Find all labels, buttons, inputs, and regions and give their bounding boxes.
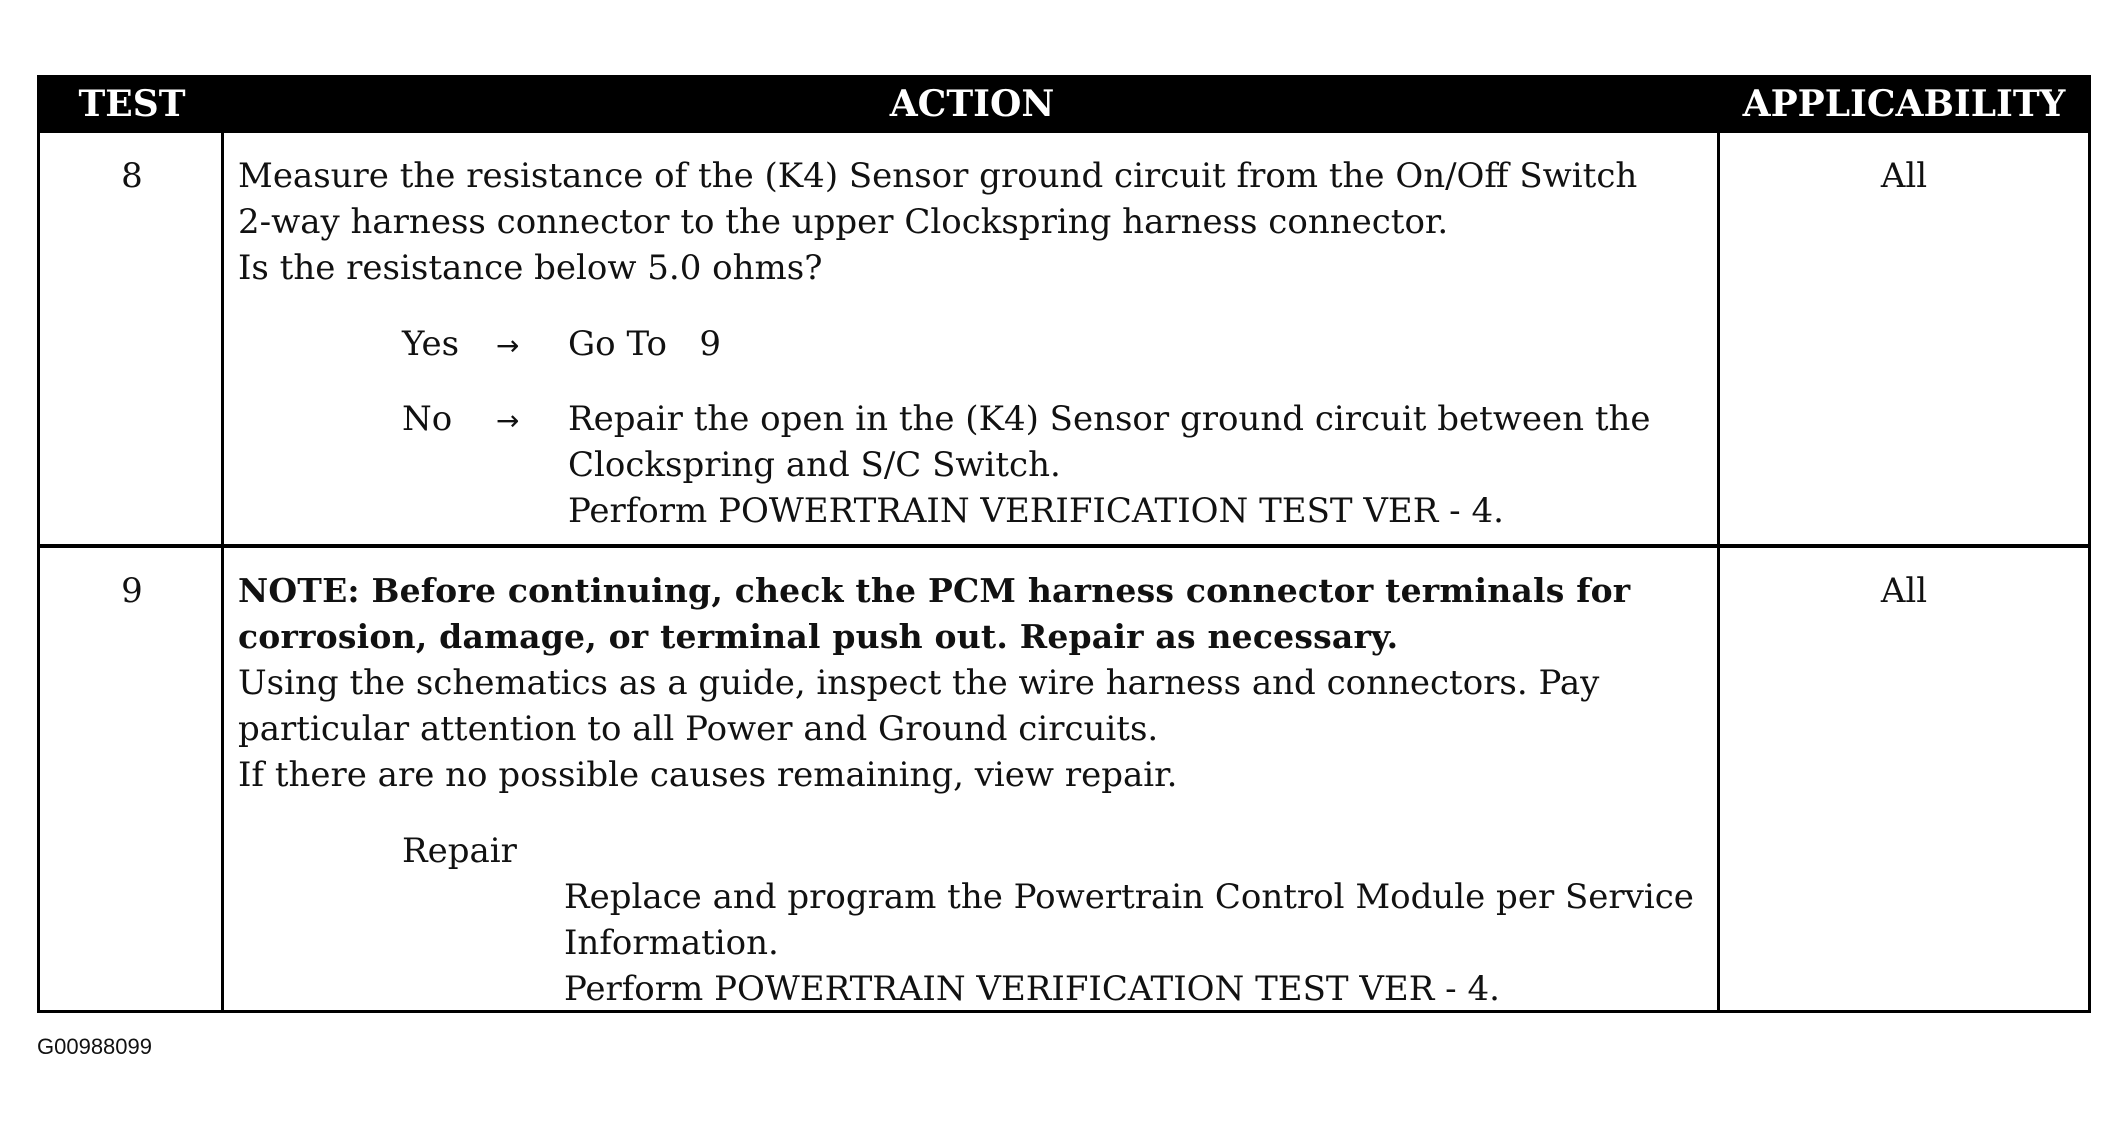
applicability-value: All [1880, 156, 1928, 196]
repair-line: Replace and program the Powertrain Control Module per Service [564, 877, 1694, 917]
header-action: ACTION [889, 83, 1055, 125]
header-applicability: APPLICABILITY [1742, 83, 2066, 125]
note-line: NOTE: Before continuing, check the PCM harness connector terminals for [238, 571, 1631, 610]
no-action-line: Repair the open in the (K4) Sensor ground circuit between the [568, 399, 1651, 439]
repair-label: Repair [402, 831, 517, 871]
goto-text: Go To 9 [568, 324, 721, 364]
repair-line: Information. [564, 923, 779, 963]
action-line: Using the schematics as a guide, inspect the wire harness and connectors. Pay [238, 663, 1600, 703]
diagnostic-table [37, 75, 2091, 1013]
action-line: Measure the resistance of the (K4) Sensor ground circuit from the On/Off Switch [238, 156, 1638, 196]
applicability-value: All [1880, 571, 1928, 611]
row-divider [40, 544, 2088, 548]
action-line: Is the resistance below 5.0 ohms? [238, 248, 823, 288]
figure-code: G00988099 [37, 1034, 152, 1059]
right-arrow-icon: → [496, 329, 520, 362]
no-action-line: Perform POWERTRAIN VERIFICATION TEST VER - 4. [568, 491, 1504, 531]
right-arrow-icon: → [496, 404, 520, 437]
repair-line: Perform POWERTRAIN VERIFICATION TEST VER - 4. [564, 969, 1500, 1009]
yes-label: Yes [402, 324, 460, 364]
header-test: TEST [78, 83, 186, 125]
table-header [40, 78, 2088, 133]
test-number: 8 [121, 156, 143, 196]
no-label: No [402, 399, 453, 439]
no-action-line: Clockspring and S/C Switch. [568, 445, 1061, 485]
test-number: 9 [121, 571, 143, 611]
action-line: If there are no possible causes remaining, view repair. [238, 755, 1178, 795]
note-line: corrosion, damage, or terminal push out. Repair as necessary. [238, 617, 1399, 656]
action-line: 2-way harness connector to the upper Clockspring harness connector. [238, 202, 1449, 242]
action-line: particular attention to all Power and Ground circuits. [238, 709, 1159, 749]
